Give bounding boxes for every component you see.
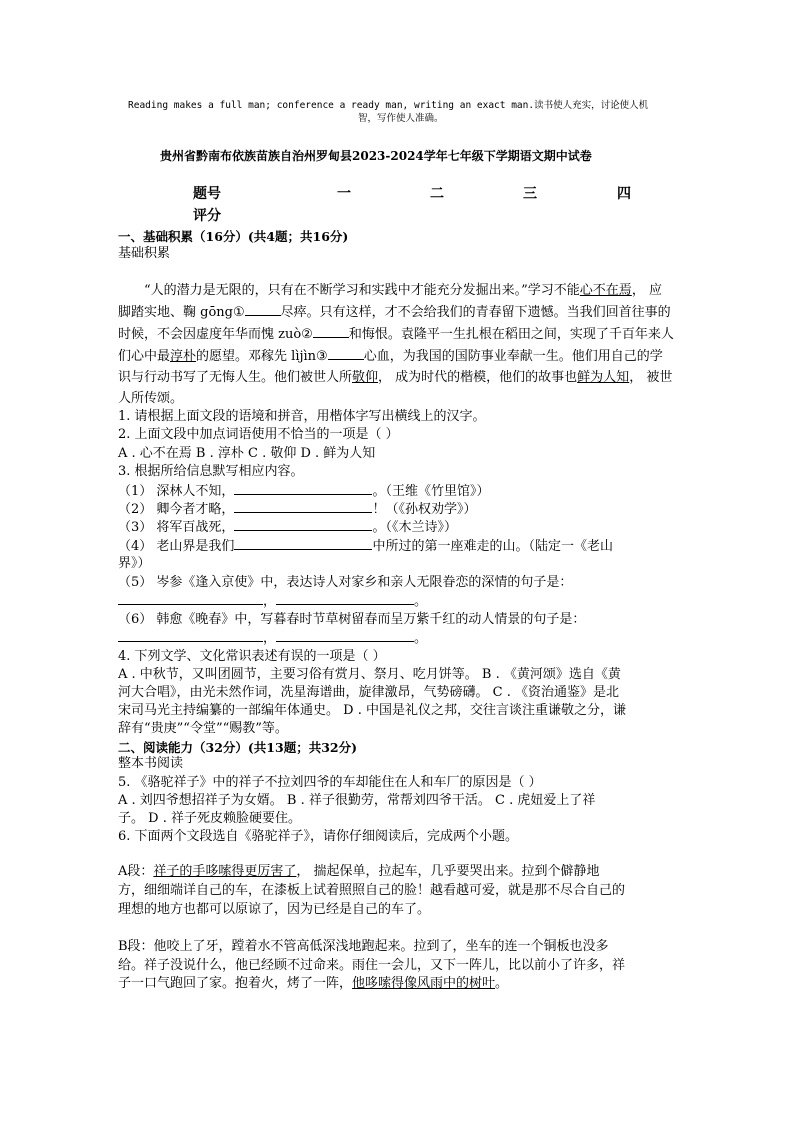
question-1: 1. 请根据上面文段的语境和拼音，用楷体字写出横线上的汉字。 xyxy=(118,409,486,424)
passage-b-line-1: B段：他咬上了牙，蹚着水不管高低深浅地跑起来。拉到了，坐车的连一个铜板也没多 xyxy=(118,939,609,954)
question-4: 4. 下列文学、文化常识表述有误的一项是（ ） xyxy=(118,649,386,664)
q5-options-line-1[interactable]: A . 刘四爷想招祥子为女婿。 B . 祥子很勤劳，常帮刘四爷干活。 C . 虎妞爱上了祥 xyxy=(118,793,596,808)
q3-blank-5b[interactable] xyxy=(276,590,414,605)
dotted-word-4: 鲜为人知 xyxy=(577,370,630,385)
q4-options-line-2[interactable]: 河大合唱》，由光未然作词，冼星海谱曲，旋律激昂，气势磅礴。 C . 《资治通鉴》是北 xyxy=(118,685,619,700)
passage-a-line-1: A段：祥子的手哆嗦得更厉害了， 揣起保单，拉起车，几乎要哭出来。拉到个僻静地 xyxy=(118,864,600,879)
score-table-col-1: 一 xyxy=(337,186,351,202)
score-table-row-label: 题号 xyxy=(193,186,221,202)
passage-a-line-2: 方，细细端详自己的车，在漆板上试着照照自己的脸！越看越可爱，就是那不尽合自己的 xyxy=(118,883,626,898)
section-1-heading: 一、基础积累（16分）(共4题；共16分) xyxy=(118,229,349,244)
q3-item-6-answer: ， 。 xyxy=(118,627,427,649)
answer-blank-1[interactable] xyxy=(245,301,281,316)
q4-options-line-4[interactable]: 辞有“贵庚”“令堂”“赐教”等。 xyxy=(118,721,288,736)
passage-b-underlined: 他哆嗦得像风雨中的树叶 xyxy=(352,976,496,991)
q3-blank-6b[interactable] xyxy=(276,627,414,642)
q3-item-2: （2） 卿今者才略， ！（《孙权劝学》） xyxy=(118,498,476,520)
score-table-col-2: 二 xyxy=(430,186,444,202)
score-table-col-3: 三 xyxy=(523,186,537,202)
question-2: 2. 上面文段中加点词语使用不恰当的一项是（ ） xyxy=(118,427,399,442)
q4-options-line-1[interactable]: A . 中秋节，又叫团圆节，主要习俗有赏月、祭月、吃月饼等。 B . 《黄河颂》选自《黄 xyxy=(118,667,621,682)
question-5: 5. 《骆驼祥子》中的祥子不拉刘四爷的车却能住在人和车厂的原因是（ ） xyxy=(118,775,542,790)
dotted-word-3: 敬仰 xyxy=(352,370,379,385)
q3-blank-3[interactable] xyxy=(234,516,372,531)
q3-blank-2[interactable] xyxy=(234,498,372,513)
q3-item-4: （4） 老山界是我们 中所过的第一座难走的山。（陆定一《老山 xyxy=(118,535,613,557)
passage-a-underlined: 祥子的手哆嗦得更厉害了 xyxy=(153,864,297,879)
q3-blank-6a[interactable] xyxy=(118,627,263,642)
reading-passage: “人的潜力是无限的，只有在不断学习和实践中才能充分发掘出来。”学习不能心不在焉， 应脚踏实地、鞠 gōng① 尽瘁。只有这样，才不会给我们的青春留下遗憾。当我们回首往事的时候，不会因虚度年华而愧 zuò② 和悔恨。袁隆平一生扎根在稻田之间，实现了千百年来人们心中最淳朴的愿望。邓稼先 lìjìn③ 心血，为我国的国防事业奉献一生。他们用自己的学识与行动书写了无悔人生。他们被世人所敬仰， 成为时代的楷模，他们的故事也鲜为人知， 被世人所传颂。 xyxy=(118,283,674,406)
q3-blank-1[interactable] xyxy=(234,480,372,495)
dotted-word-2: 淳朴 xyxy=(170,349,197,364)
section-2-subheading: 整本书阅读 xyxy=(118,756,184,771)
score-table-score-label: 评分 xyxy=(193,208,221,224)
q3-blank-5a[interactable] xyxy=(118,590,263,605)
passage-b-line-2: 给。祥子没说什么，他已经顾不过命来。雨住一会儿，又下一阵儿，比以前小了许多，祥 xyxy=(118,958,626,973)
dotted-word-1: 心不在焉 xyxy=(579,283,632,298)
answer-blank-3[interactable] xyxy=(328,345,364,360)
q3-item-5: （5） 岑参《逢入京使》中，表达诗人对家乡和亲人无限眷恋的深情的句子是： xyxy=(118,575,573,590)
motto-line-2: 智，写作使人准确。 xyxy=(358,113,444,124)
q3-item-5-answer: ， 。 xyxy=(118,590,427,612)
q5-options-line-2[interactable]: 子。 D . 祥子死皮赖脸硬要住。 xyxy=(118,811,301,826)
q3-item-3: （3） 将军百战死， 。（《木兰诗》） xyxy=(118,516,457,538)
question-2-options[interactable]: A . 心不在焉 B . 淳朴 C . 敬仰 D . 鲜为人知 xyxy=(118,446,376,461)
q4-options-line-3[interactable]: 宋司马光主持编纂的一部编年体通史。 D . 中国是礼仪之邦，交往言谈注重谦敬之分，谦 xyxy=(118,703,626,718)
q3-item-1: （1） 深林人不知， 。（王维《竹里馆》） xyxy=(118,480,489,502)
q3-item-4-cont: 界》） xyxy=(118,556,151,571)
exam-title: 贵州省黔南布依族苗族自治州罗甸县2023-2024学年七年级下学期语文期中试卷 xyxy=(160,149,592,163)
section-2-heading: 二、阅读能力（32分）(共13题；共32分) xyxy=(118,740,358,755)
question-3: 3. 根据所给信息默写相应内容。 xyxy=(118,464,304,479)
passage-a-line-3: 理想的地方也都可以原谅了，因为已经是自己的车了。 xyxy=(118,902,431,917)
answer-blank-2[interactable] xyxy=(313,323,349,338)
question-6: 6. 下面两个文段选自《骆驼祥子》，请你仔细阅读后，完成两个小题。 xyxy=(118,829,519,844)
q3-item-6: （6） 韩愈《晚春》中，写暮春时节草树留春而呈万紫千红的动人情景的句子是： xyxy=(118,612,586,627)
q3-blank-4[interactable] xyxy=(234,535,372,550)
score-table-col-4: 四 xyxy=(617,186,631,202)
section-1-subheading: 基础积累 xyxy=(118,246,171,261)
motto-line-1: Reading makes a full man; conference a ready man, writing an exact man.读书使人充实，讨论使人机 xyxy=(128,100,649,111)
passage-b-line-3: 子一口气跑回了家。抱着火，烤了一阵，他哆嗦得像风雨中的树叶。 xyxy=(118,976,509,991)
